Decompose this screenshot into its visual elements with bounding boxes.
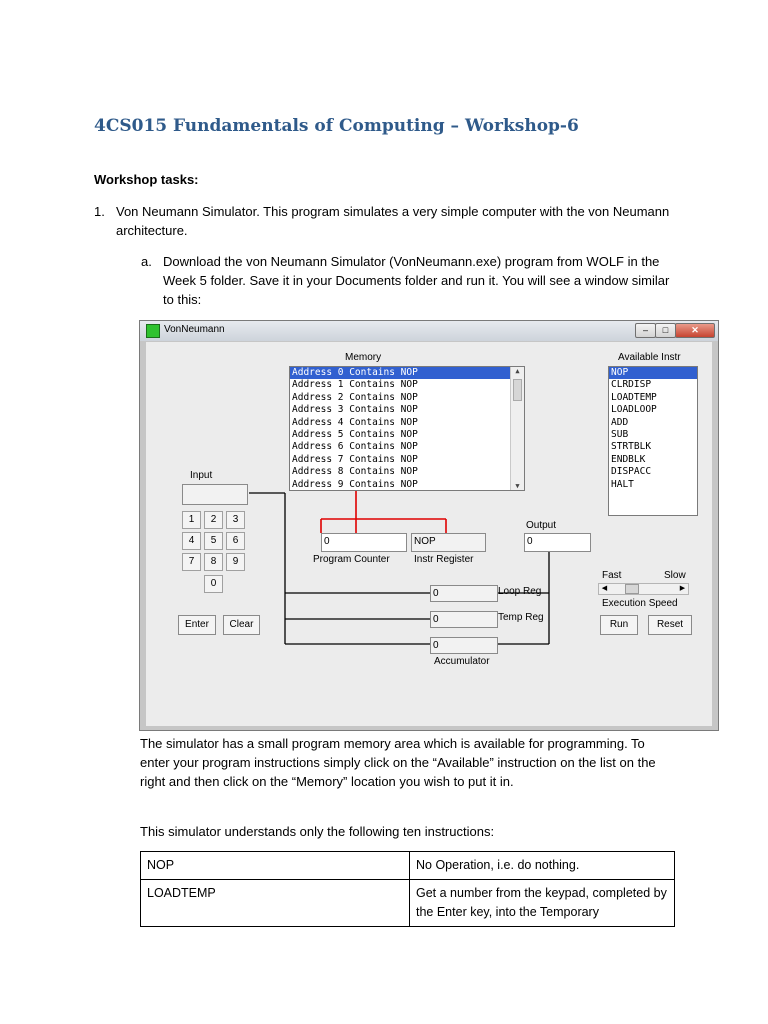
window-title: VonNeumann	[164, 324, 225, 335]
available-list-item[interactable]: LOADLOOP	[611, 404, 657, 416]
available-list-item[interactable]: ADD	[611, 416, 629, 428]
keypad-key[interactable]: 4	[182, 532, 201, 550]
memory-list-item[interactable]: Address 9 Contains NOP	[292, 478, 418, 490]
clear-button[interactable]: Clear	[223, 615, 260, 635]
close-icon[interactable]: ✕	[675, 323, 715, 338]
fast-label: Fast	[602, 570, 622, 581]
window-titlebar	[140, 321, 718, 341]
input-display	[182, 484, 248, 505]
ten-instructions-line: This simulator understands only the following ten instructions:	[140, 824, 495, 839]
speed-left-icon[interactable]: ◀	[601, 585, 608, 592]
available-list-item[interactable]: ENDBLK	[611, 453, 646, 465]
available-list[interactable]	[608, 366, 698, 516]
available-list-item[interactable]: HALT	[611, 478, 634, 490]
item-a-line2: Week 5 folder. Save it in your Documents folder and run it. You will see a window similar	[163, 273, 670, 288]
memory-label: Memory	[345, 352, 382, 363]
enter-button[interactable]: Enter	[178, 615, 216, 635]
scroll-thumb[interactable]	[513, 379, 522, 401]
memory-scrollbar[interactable]	[510, 367, 524, 490]
instructions-table	[140, 851, 675, 927]
item1-line2: architecture.	[116, 223, 188, 238]
table-cell-desc: No Operation, i.e. do nothing.	[410, 852, 675, 880]
keypad-key[interactable]: 8	[204, 553, 223, 571]
keypad-key[interactable]: 1	[182, 511, 201, 529]
memory-list-item[interactable]: Address 7 Contains NOP	[292, 453, 418, 465]
speed-thumb[interactable]	[625, 584, 639, 594]
speed-right-icon[interactable]: ▶	[679, 585, 686, 592]
available-list-item[interactable]: LOADTEMP	[611, 391, 657, 403]
temp-reg-field: 0	[430, 611, 498, 628]
accumulator-field: 0	[430, 637, 498, 654]
output-field: 0	[524, 533, 591, 552]
temp-reg-label: Temp Reg	[498, 612, 544, 623]
tasks-heading: Workshop tasks:	[94, 172, 199, 187]
simulator-window	[139, 320, 719, 731]
memory-list-item[interactable]: Address 5 Contains NOP	[292, 428, 418, 440]
program-counter-field: 0	[321, 533, 407, 552]
reset-button[interactable]: Reset	[648, 615, 692, 635]
page-title: 4CS015 Fundamentals of Computing – Workshop-6	[94, 116, 579, 136]
simulator-client	[146, 342, 712, 726]
table-row	[141, 852, 675, 880]
maximize-icon[interactable]: □	[655, 323, 676, 338]
table-row	[141, 880, 675, 927]
scroll-up-icon[interactable]: ▲	[515, 367, 520, 375]
available-label: Available Instr	[618, 352, 681, 363]
memory-list[interactable]	[289, 366, 525, 491]
keypad-key[interactable]: 3	[226, 511, 245, 529]
loop-reg-field: 0	[430, 585, 498, 602]
memory-list-item[interactable]: Address 8 Contains NOP	[292, 466, 418, 478]
body-line1: The simulator has a small program memory area which is available for programming. To	[140, 736, 645, 751]
speed-scrollbar[interactable]	[598, 583, 689, 595]
table-cell-instr: LOADTEMP	[141, 880, 410, 927]
available-list-item[interactable]: NOP	[609, 367, 697, 379]
list-number-1: 1.	[94, 204, 105, 219]
body-line2: enter your program instructions simply click on the “Available” instruction on the list on the	[140, 755, 656, 770]
accumulator-label: Accumulator	[434, 656, 490, 667]
app-icon	[146, 324, 160, 338]
list-letter-a: a.	[141, 254, 152, 269]
keypad-key[interactable]: 2	[204, 511, 223, 529]
item1-line1: Von Neumann Simulator. This program simulates a very simple computer with the von Neumann	[116, 204, 670, 219]
memory-list-item[interactable]: Address 1 Contains NOP	[292, 379, 418, 391]
input-label: Input	[190, 470, 213, 481]
keypad-key[interactable]: 5	[204, 532, 223, 550]
item-a-line1: Download the von Neumann Simulator (VonNeumann.exe) program from WOLF in the	[163, 254, 660, 269]
instr-register-label: Instr Register	[414, 554, 474, 565]
keypad-key[interactable]: 0	[204, 575, 223, 593]
available-list-item[interactable]: STRTBLK	[611, 441, 652, 453]
output-label: Output	[526, 520, 557, 531]
item-a-line3: to this:	[163, 292, 202, 307]
available-list-item[interactable]: CLRDISP	[611, 379, 652, 391]
red-bus	[321, 489, 446, 533]
execution-speed-label: Execution Speed	[602, 598, 678, 609]
minimize-icon[interactable]: –	[635, 323, 656, 338]
keypad-key[interactable]: 9	[226, 553, 245, 571]
available-list-item[interactable]: SUB	[611, 428, 629, 440]
loop-reg-label: Loop Reg	[498, 586, 542, 597]
program-counter-label: Program Counter	[313, 554, 390, 565]
memory-list-item[interactable]: Address 3 Contains NOP	[292, 404, 418, 416]
body-line3: right and then click on the “Memory” location you wish to put it in.	[140, 774, 514, 789]
run-button[interactable]: Run	[600, 615, 638, 635]
scroll-down-icon[interactable]: ▼	[515, 482, 520, 490]
memory-list-item[interactable]: Address 0 Contains NOP	[290, 367, 524, 379]
available-list-item[interactable]: DISPACC	[611, 466, 652, 478]
memory-list-item[interactable]: Address 4 Contains NOP	[292, 416, 418, 428]
memory-list-item[interactable]: Address 2 Contains NOP	[292, 391, 418, 403]
instr-register-field: NOP	[411, 533, 486, 552]
table-cell-desc: Get a number from the keypad, completed by the Enter key, into the Temporary	[410, 880, 675, 927]
keypad-key[interactable]: 7	[182, 553, 201, 571]
table-cell-instr: NOP	[141, 852, 410, 880]
keypad-key[interactable]: 6	[226, 532, 245, 550]
memory-list-item[interactable]: Address 6 Contains NOP	[292, 441, 418, 453]
slow-label: Slow	[664, 570, 686, 581]
